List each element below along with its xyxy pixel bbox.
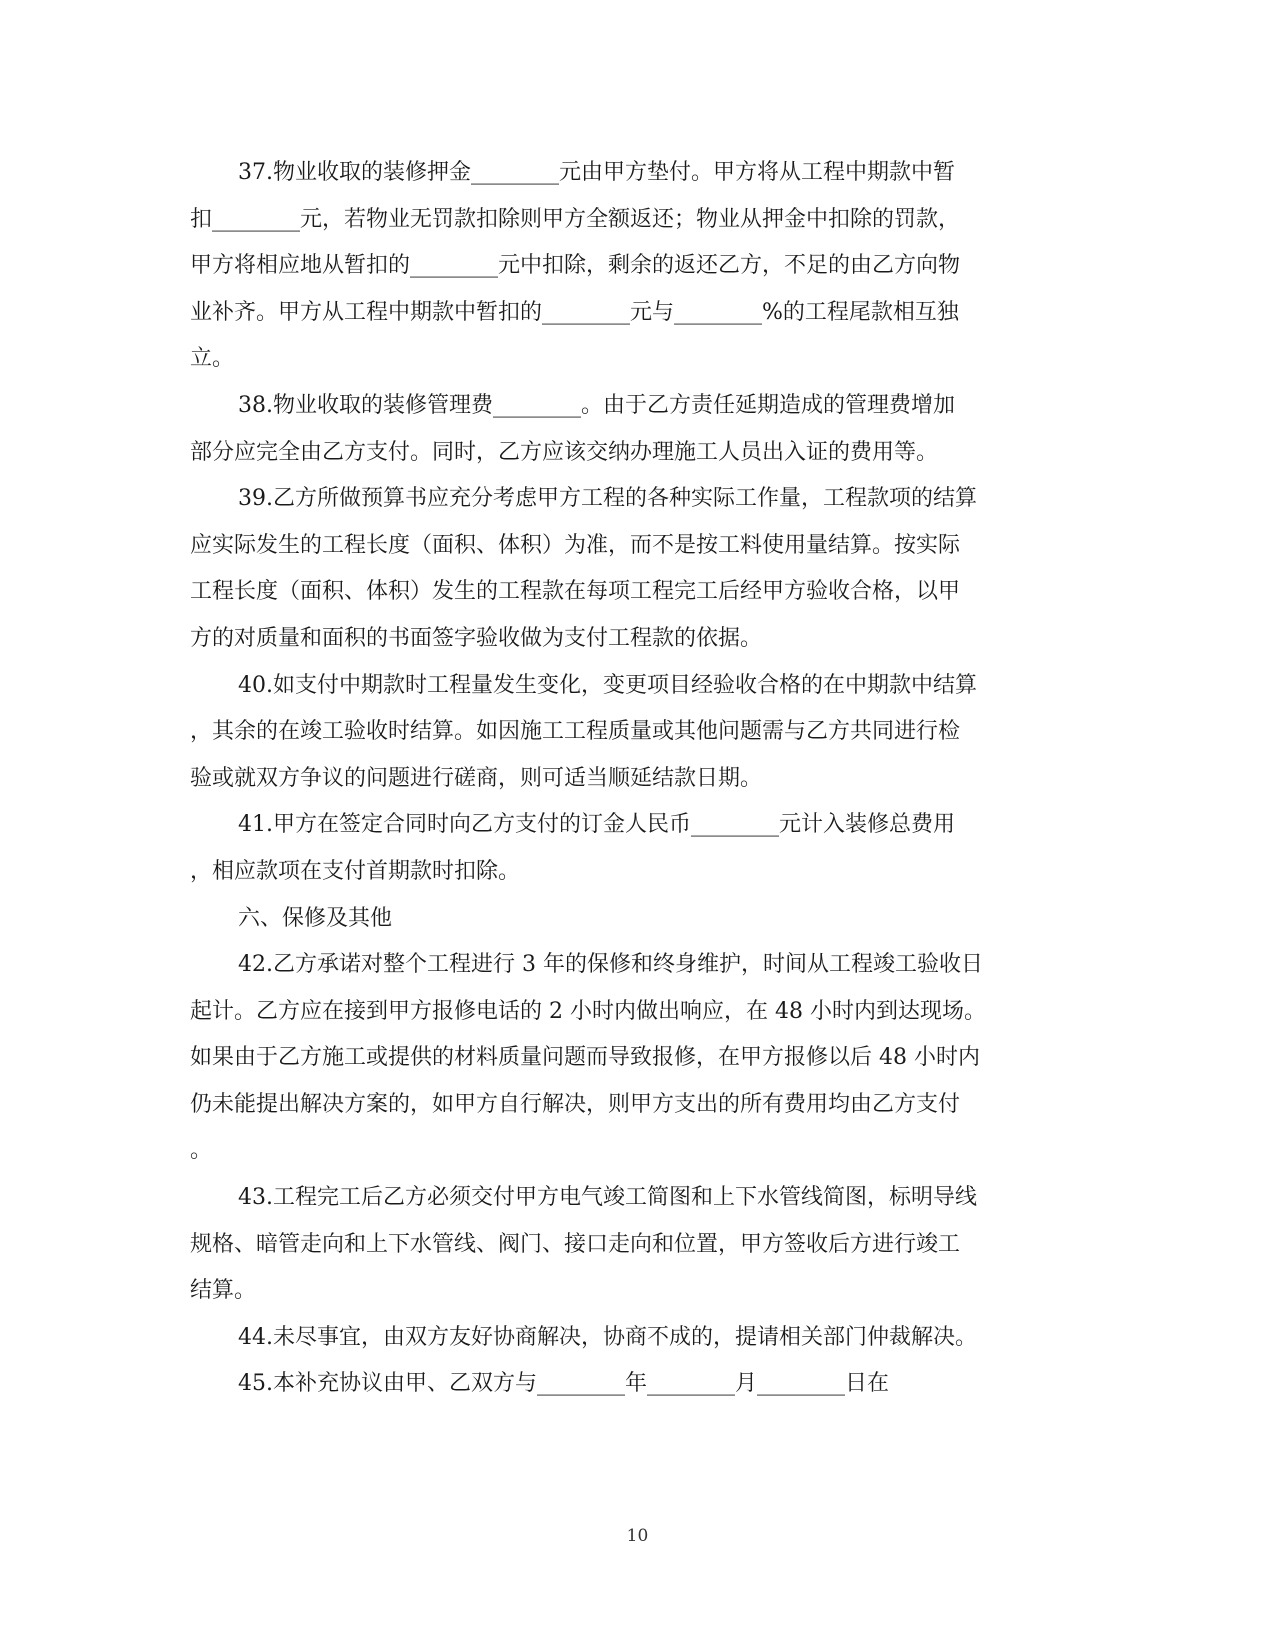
text-line: 部分应完全由乙方支付。同时，乙方应该交纳办理施工人员出入证的费用等。 bbox=[190, 439, 939, 465]
section-heading: 六、保修及其他 bbox=[238, 905, 393, 931]
text-line: 验或就双方争议的问题进行磋商，则可适当顺延结款日期。 bbox=[190, 765, 763, 791]
text-line: 43.工程完工后乙方必须交付甲方电气竣工简图和上下水管线简图，标明导线 bbox=[238, 1185, 977, 1211]
text-line: 如果由于乙方施工或提供的材料质量问题而导致报修，在甲方报修以后 48 小时内 bbox=[190, 1045, 980, 1071]
text-line: 方的对质量和面积的书面签字验收做为支付工程款的依据。 bbox=[190, 625, 763, 651]
text-line: 44.未尽事宜，由双方友好协商解决，协商不成的，提请相关部门仲裁解决。 bbox=[238, 1324, 977, 1350]
text-line: 甲方将相应地从暂扣的________元中扣除，剩余的返还乙方，不足的由乙方向物 bbox=[190, 253, 961, 279]
text-line: 42.乙方承诺对整个工程进行 3 年的保修和终身维护，时间从工程竣工验收日 bbox=[238, 952, 983, 978]
text-line: ，其余的在竣工验收时结算。如因施工工程质量或其他问题需与乙方共同进行检 bbox=[190, 719, 961, 745]
text-line: 结算。 bbox=[190, 1278, 257, 1304]
text-line: 40.如支付中期款时工程量发生变化，变更项目经验收合格的在中期款中结算 bbox=[238, 672, 977, 698]
text-line: 业补齐。甲方从工程中期款中暂扣的________元与________%的工程尾款相互独 bbox=[190, 299, 959, 325]
text-line: 38.物业收取的装修管理费________。由于乙方责任延期造成的管理费增加 bbox=[238, 392, 955, 418]
text-line: 41.甲方在签定合同时向乙方支付的订金人民币________元计入装修总费用 bbox=[238, 812, 955, 838]
text-line: 立。 bbox=[190, 346, 235, 372]
page-number: 10 bbox=[626, 1526, 649, 1546]
text-line: 规格、暗管走向和上下水管线、阀门、接口走向和位置，甲方签收后方进行竣工 bbox=[190, 1231, 961, 1257]
text-line: 37.物业收取的装修押金________元由甲方垫付。甲方将从工程中期款中暂 bbox=[238, 160, 955, 185]
text-line: ，相应款项在支付首期款时扣除。 bbox=[190, 858, 521, 884]
text-line: 应实际发生的工程长度（面积、体积）为准，而不是按工料使用量结算。按实际 bbox=[190, 532, 961, 558]
text-line: 。 bbox=[190, 1138, 213, 1164]
document-body bbox=[190, 150, 1070, 1408]
text-line: 45.本补充协议由甲、乙双方与________年________月________日在 bbox=[238, 1371, 889, 1397]
text-line: 39.乙方所做预算书应充分考虑甲方工程的各种实际工作量，工程款项的结算 bbox=[238, 486, 977, 512]
text-line: 仍未能提出解决方案的，如甲方自行解决，则甲方支出的所有费用均由乙方支付 bbox=[190, 1091, 961, 1117]
text-line: 工程长度（面积、体积）发生的工程款在每项工程完工后经甲方验收合格，以甲 bbox=[190, 579, 961, 605]
text-line: 起计。乙方应在接到甲方报修电话的 2 小时内做出响应，在 48 小时内到达现场。 bbox=[190, 998, 986, 1024]
text-line: 扣________元，若物业无罚款扣除则甲方全额返还；物业从押金中扣除的罚款， bbox=[190, 206, 961, 232]
